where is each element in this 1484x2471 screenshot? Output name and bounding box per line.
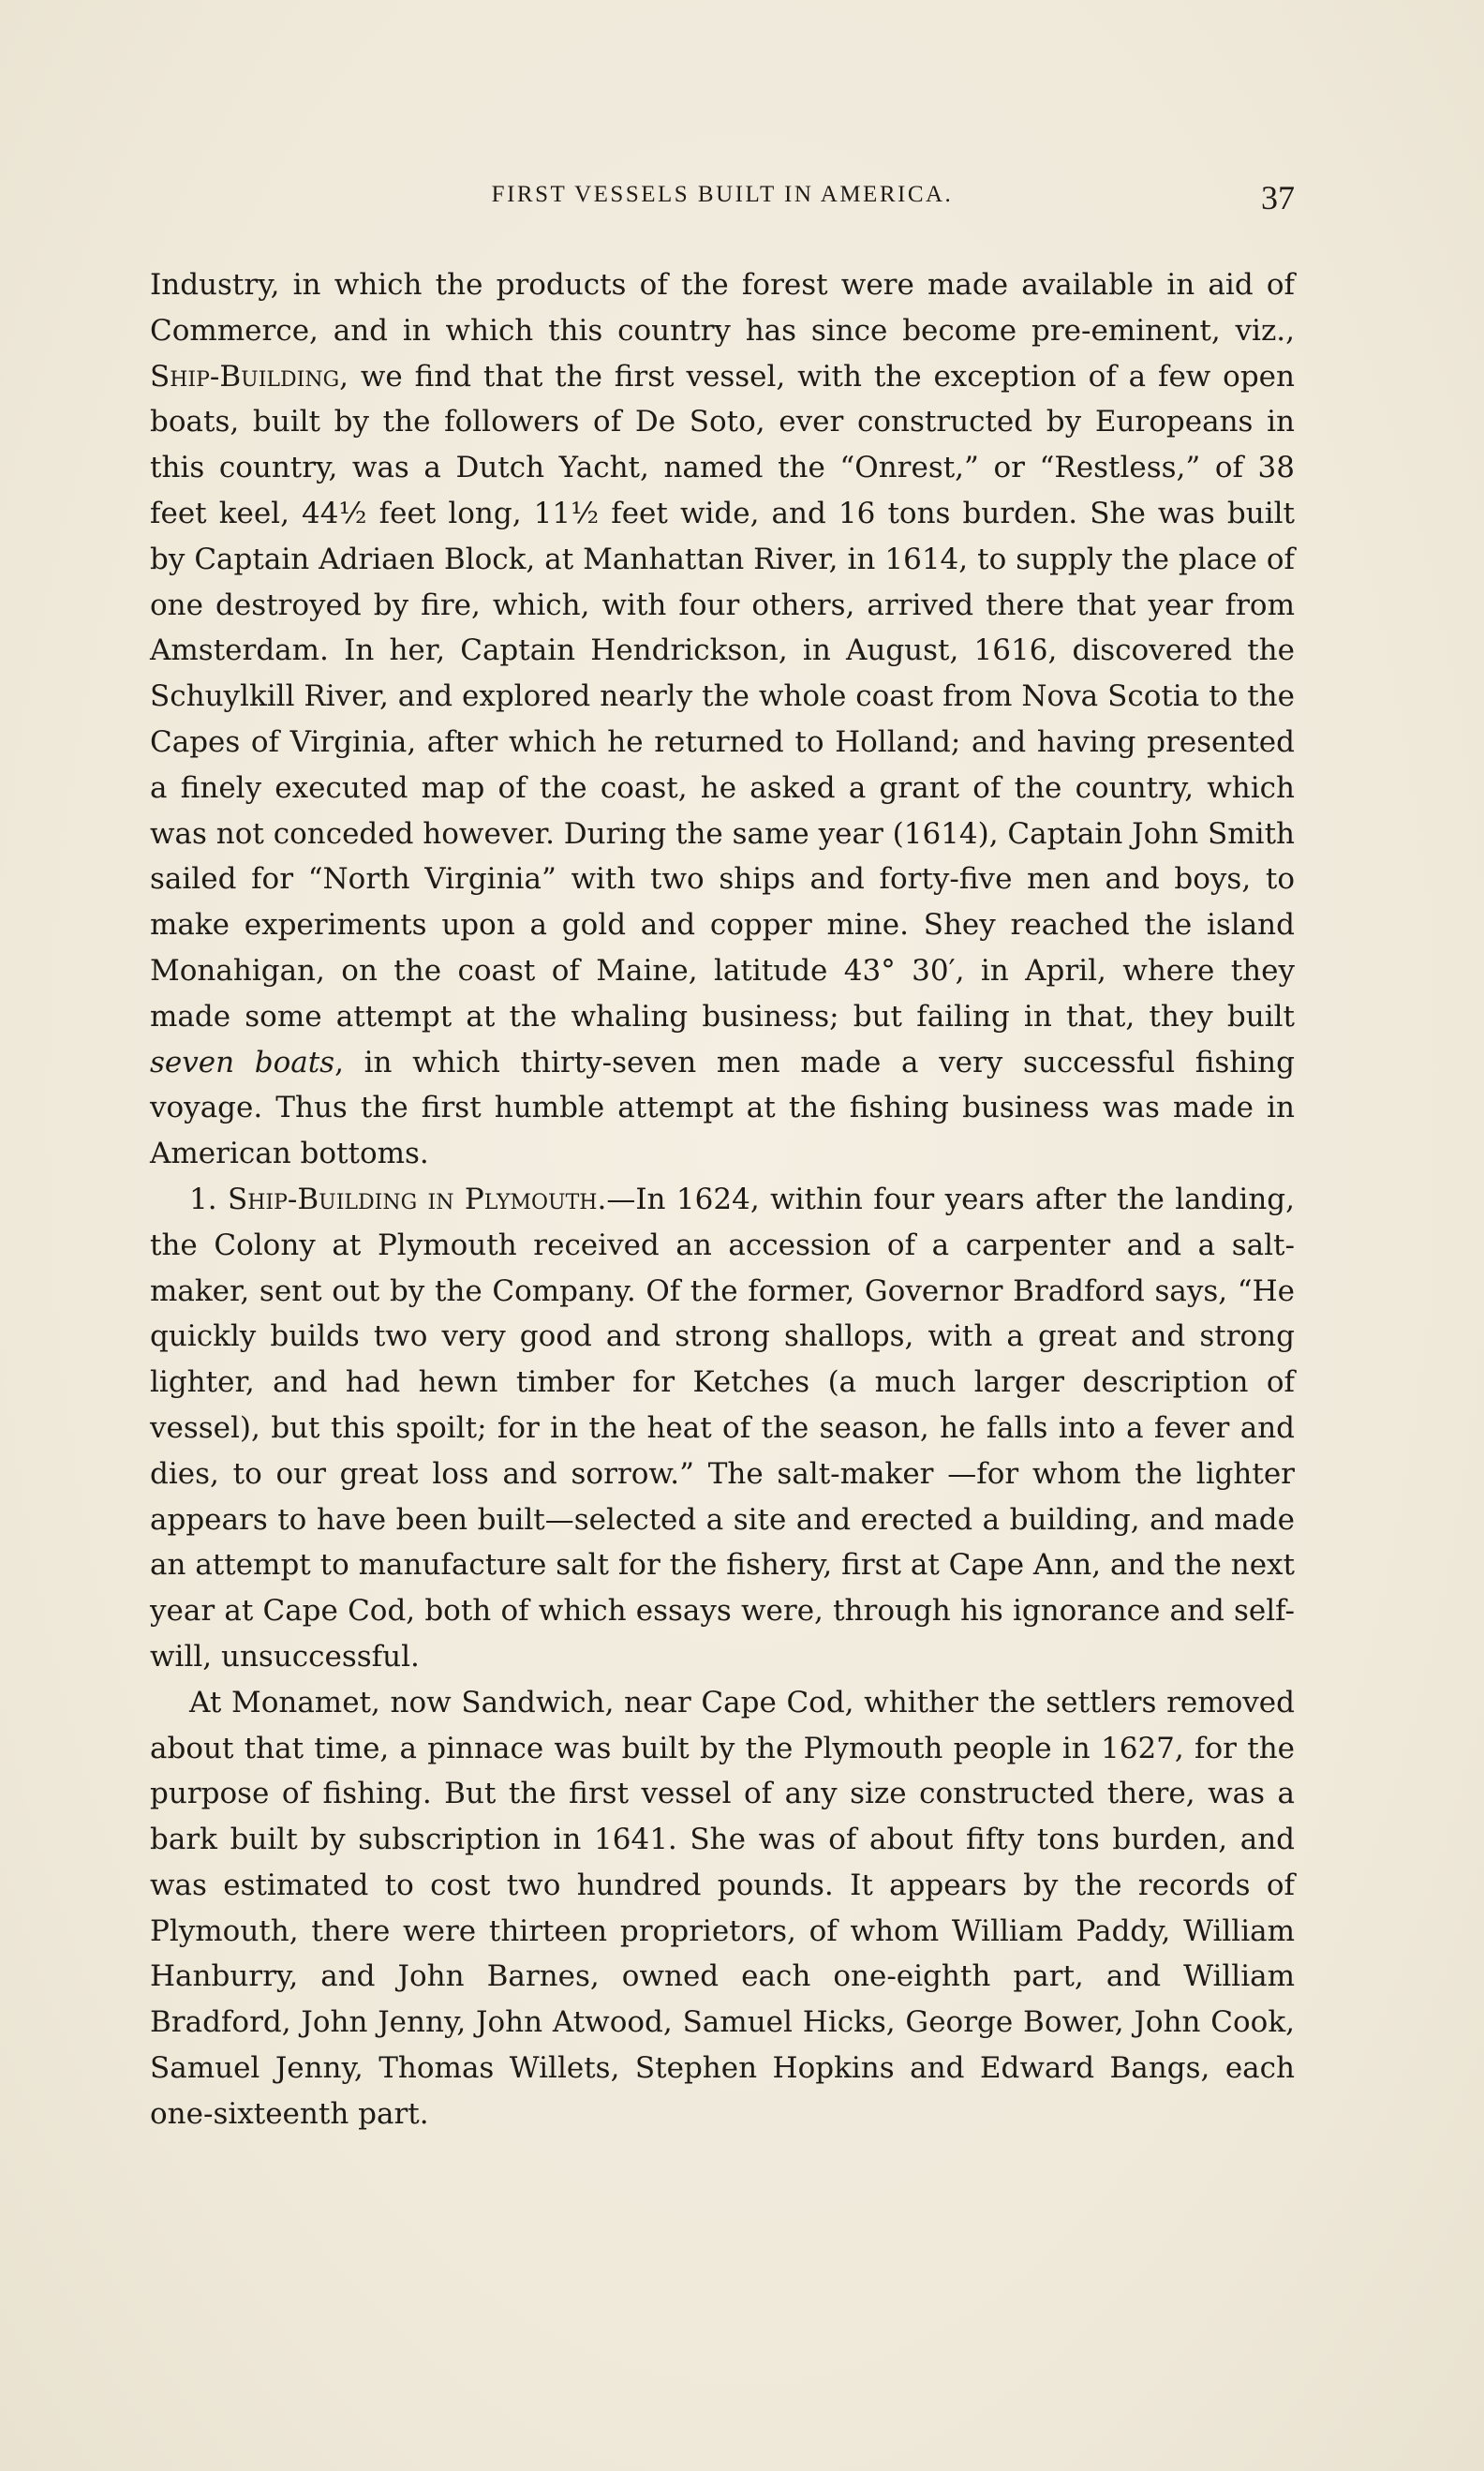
section-number: 1.	[189, 1182, 228, 1216]
section-heading-plymouth: Ship-Building in Plymouth.	[227, 1182, 607, 1216]
emphasis-seven-boats: seven boats	[150, 1045, 335, 1079]
paragraph-ship-building-intro	[150, 262, 1295, 1177]
text-segment: , we find that the first vessel, with the exception of a few open boats, built by the followers of De Soto, ever constructed by Europeans in this country, was a Dutch Yacht, named the “Onrest,” or “Restless,” of 38 feet keel, 44½ feet long, 11½ feet wide, and 16 tons burden. She was built by Captain Adriaen Block, at Manhattan River, in 1614, to supply the place of one destroyed by fire, which, with four others, arrived there that year from Amsterdam. In her, Captain Hendrickson, in August, 1616, discovered the Schuylkill River, and explored nearly the whole coast from Nova Scotia to the Capes of Virginia, after which he returned to Holland; and having presented a finely executed map of the coast, he asked a grant of the country, which was not conceded however. During the same year (1614), Captain John Smith sailed for “North Virginia” with two ships and forty-five men and boys, to make experiments upon a gold and copper mine. Shey reached the island Monahigan, on the coast of Maine, latitude 43° 30′, in April, where they made some attempt at the whaling business; but failing in that, they built	[150, 359, 1295, 1034]
text-segment: , in which thirty-seven men made a very successful fishing voyage. Thus the first humble attempt at the fishing business was made in American bottoms.	[150, 1045, 1295, 1171]
paragraph-ship-building-plymouth	[150, 1177, 1295, 1680]
running-head	[150, 178, 1295, 221]
page-number: 37	[1261, 179, 1295, 216]
heading-ship-building: Ship-Building	[150, 359, 340, 394]
body-text	[150, 262, 1295, 2137]
text-segment: Industry, in which the products of the forest were made available in aid of Commerce, and in which this country has since become pre-eminent, viz.,	[150, 268, 1295, 348]
running-title: FIRST VESSELS BUILT IN AMERICA.	[491, 182, 954, 207]
paragraph-monamet	[150, 1680, 1295, 2137]
text-segment: At Monamet, now Sandwich, near Cape Cod, whither the settlers removed about that time, a pinnace was built by the Plymouth people in 1627, for the purpose of fishing. But the first vessel of any size constructed there, was a bark built by subscription in 1641. She was of about fifty tons burden, and was estimated to cost two hundred pounds. It appears by the records of Plymouth, there were thirteen proprietors, of whom William Paddy, William Hanburry, and John Barnes, owned each one-eighth part, and William Bradford, John Jenny, John Atwood, Samuel Hicks, George Bower, John Cook, Samuel Jenny, Thomas Willets, Stephen Hopkins and Edward Bangs, each one-sixteenth part.	[150, 1685, 1295, 2131]
text-segment: —In 1624, within four years after the landing, the Colony at Plymouth received an accession of a carpenter and a salt-maker, sent out by the Company. Of the former, Governor Bradford says, “He quickly builds two very good and strong shallops, with a great and strong lighter, and had hewn timber for Ketches (a much larger description of vessel), but this spoilt; for in the heat of the season, he falls into a fever and dies, to our great loss and sorrow.” The salt-maker —for whom the lighter appears to have been built—selected a site and erected a building, and made an attempt to manufacture salt for the fishery, first at Cape Ann, and the next year at Cape Cod, both of which essays were, through his ignorance and self-will, unsuccessful.	[150, 1182, 1295, 1674]
